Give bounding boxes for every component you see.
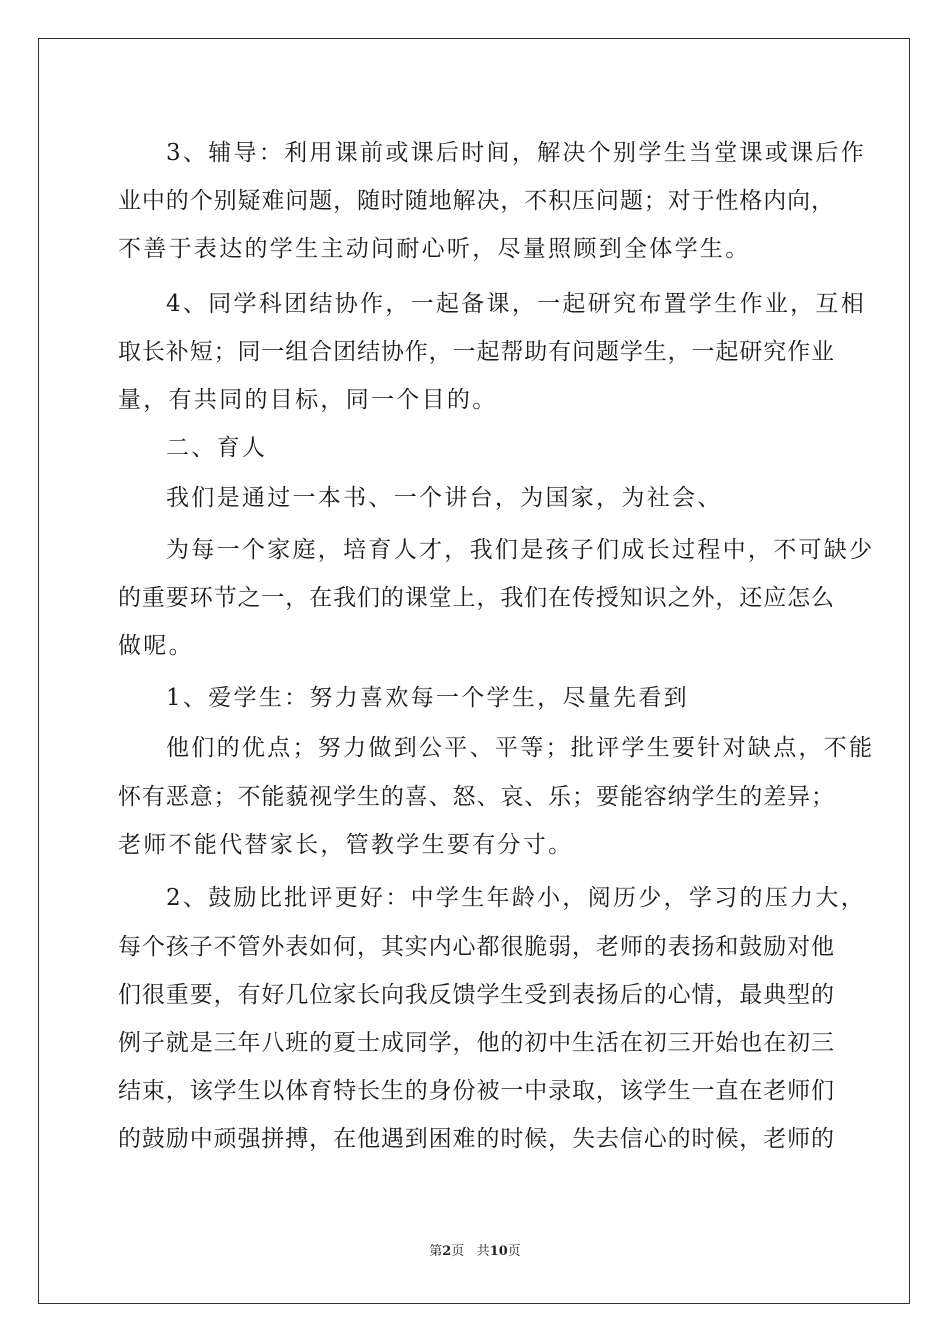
paragraph-line: 我们是通过一本书、一个讲台，为国家，为社会、 <box>166 485 723 511</box>
footer-page-number: 2 <box>442 1244 452 1259</box>
page-footer <box>0 1244 950 1260</box>
paragraph-line: 1、爱学生：努力喜欢每一个学生，尽量先看到 <box>166 685 689 711</box>
paragraph-line: 的重要环节之一，在我们的课堂上，我们在传授知识之外，还应怎么 <box>118 585 834 611</box>
paragraph-line: 他们的优点；努力做到公平、平等；批评学生要针对缺点，不能 <box>166 735 875 761</box>
paragraph-line: 们很重要，有好几位家长向我反馈学生受到表扬后的心情，最典型的 <box>118 982 834 1008</box>
paragraph-line: 怀有恶意；不能藐视学生的喜、怒、哀、乐；要能容纳学生的差异； <box>118 784 834 810</box>
footer-total-suffix: 页 <box>507 1244 521 1259</box>
paragraph-line: 量，有共同的目标，同一个目的。 <box>118 387 498 413</box>
paragraph-line: 结束，该学生以体育特长生的身份被一中录取，该学生一直在老师们 <box>118 1078 834 1104</box>
footer-page-prefix: 第 <box>429 1244 443 1259</box>
paragraph-line: 例子就是三年八班的夏士成同学，他的初中生活在初三开始也在初三 <box>118 1030 834 1056</box>
paragraph-line: 为每一个家庭，培育人才，我们是孩子们成长过程中，不可缺少 <box>166 537 875 563</box>
paragraph-line: 4、同学科团结协作，一起备课，一起研究布置学生作业，互相 <box>166 291 867 317</box>
paragraph-line: 老师不能代替家长，管教学生要有分寸。 <box>118 832 574 858</box>
page-border <box>38 38 910 1304</box>
paragraph-line: 业中的个别疑难问题，随时随地解决，不积压问题；对于性格内向， <box>118 188 834 214</box>
footer-total-number: 10 <box>489 1244 508 1259</box>
paragraph-line: 做呢。 <box>118 633 194 659</box>
paragraph-line: 2、鼓励比批评更好：中学生年龄小，阅历少，学习的压力大， <box>166 885 867 911</box>
paragraph-line: 每个孩子不管外表如何，其实内心都很脆弱，老师的表扬和鼓励对他 <box>118 934 834 960</box>
paragraph-line: 取长补短；同一组合团结协作，一起帮助有问题学生，一起研究作业 <box>118 339 834 365</box>
paragraph-line: 的鼓励中顽强拼搏，在他遇到困难的时候，失去信心的时候，老师的 <box>118 1126 834 1152</box>
paragraph-line: 3、辅导：利用课前或课后时间，解决个别学生当堂课或课后作 <box>166 140 867 166</box>
footer-page-suffix: 页 <box>451 1244 465 1259</box>
footer-total-prefix: 共 <box>476 1244 490 1259</box>
section-heading: 二、育人 <box>166 435 268 461</box>
paragraph-line: 不善于表达的学生主动问耐心听，尽量照顾到全体学生。 <box>118 236 751 262</box>
